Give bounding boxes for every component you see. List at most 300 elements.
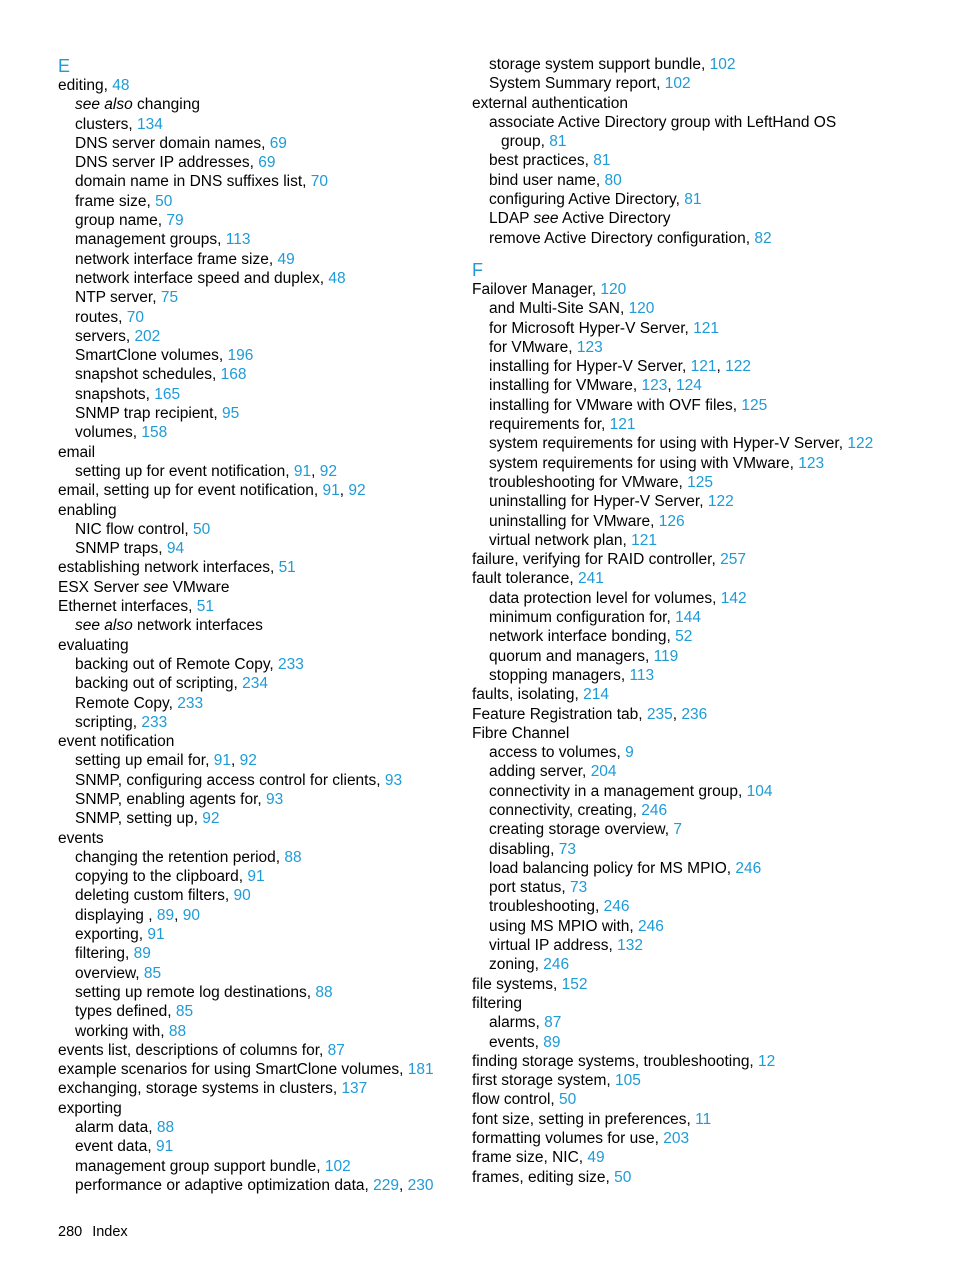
page-link[interactable]: 102 — [664, 75, 691, 93]
index-entry — [58, 76, 458, 95]
index-subentry — [58, 192, 458, 211]
page-link[interactable]: 122 — [707, 493, 734, 511]
entry-text: working with, — [75, 1022, 169, 1040]
entry-text: disabling, — [489, 840, 559, 858]
page-link[interactable]: 104 — [746, 782, 773, 800]
entry-text: network interfaces — [132, 617, 263, 635]
entry-text: requirements for, — [489, 416, 610, 434]
page-link[interactable]: 241 — [577, 570, 604, 588]
page-link[interactable]: 48 — [328, 269, 346, 287]
page-link[interactable]: 92 — [202, 810, 220, 828]
page-link[interactable]: 233 — [278, 655, 304, 673]
page-link[interactable]: 91 — [293, 462, 312, 480]
page-link[interactable]: 142 — [720, 589, 747, 607]
page-link[interactable]: 69 — [269, 134, 287, 152]
entry-text: NTP server, — [75, 289, 161, 307]
entry-text: virtual network plan, — [489, 531, 632, 549]
entry-text: event data, — [75, 1138, 157, 1156]
page-link[interactable]: 102 — [324, 1157, 351, 1175]
entry-text: changing the retention period, — [75, 848, 285, 866]
page-link[interactable]: 73 — [569, 879, 588, 897]
page-link[interactable]: 81 — [549, 133, 567, 151]
page-link[interactable]: 125 — [741, 396, 768, 414]
page-link[interactable]: 70 — [310, 173, 329, 191]
index-subentry — [472, 151, 942, 170]
page-link[interactable]: 126 — [658, 512, 685, 530]
entry-text: scripting, — [75, 713, 142, 731]
page-link[interactable]: 234 — [242, 675, 269, 693]
entry-text: storage system support bundle, — [489, 56, 710, 73]
index-entry — [472, 1168, 942, 1187]
entry-text: frame size, — [75, 192, 156, 210]
page-link[interactable]: 88 — [284, 848, 302, 866]
index-subentry — [472, 936, 942, 955]
index-subentry — [58, 655, 458, 674]
page-link[interactable]: 236 — [681, 705, 708, 723]
entry-text: alarm data, — [75, 1119, 157, 1137]
index-entry — [58, 1099, 458, 1118]
index-subentry — [472, 319, 942, 338]
page-link[interactable]: 88 — [315, 983, 333, 1001]
page-link[interactable]: 246 — [735, 859, 762, 877]
entry-text: associate Active Directory group with LeftHand OS — [489, 113, 837, 131]
entry-text: changing — [132, 96, 200, 114]
index-subentry — [472, 55, 942, 74]
page-link[interactable]: 50 — [155, 192, 173, 210]
page-link[interactable]: 152 — [561, 975, 588, 993]
index-subentry — [58, 134, 458, 153]
entry-text: ESX Server — [58, 578, 144, 596]
entry-text: volumes, — [75, 424, 142, 442]
page-link[interactable]: 88 — [156, 1119, 175, 1137]
page-link[interactable]: 81 — [593, 152, 611, 170]
index-entry — [58, 597, 458, 616]
page-link[interactable]: 168 — [220, 366, 247, 384]
index-subentry — [58, 751, 458, 770]
index-subentry — [58, 867, 458, 886]
entry-text: , — [339, 482, 349, 500]
entry-text: Remote Copy, — [75, 694, 178, 712]
index-subentry — [58, 964, 458, 983]
index-subentry — [472, 589, 942, 608]
index-subentry — [58, 346, 458, 365]
index-subentry — [472, 113, 942, 132]
index-subentry — [58, 269, 458, 288]
index-subentry — [58, 172, 458, 191]
entry-text: load balancing policy for MS MPIO, — [489, 859, 736, 877]
cross-reference-label: see also — [75, 617, 133, 635]
index-subentry — [472, 473, 942, 492]
page-link[interactable]: 246 — [638, 917, 664, 935]
index-subentry — [472, 840, 942, 859]
page-link[interactable]: 81 — [684, 191, 702, 209]
entry-text: Failover Manager, — [472, 280, 601, 298]
entry-text: exporting — [58, 1099, 122, 1117]
entry-text: frames, editing size, — [472, 1168, 615, 1186]
page-link[interactable]: 82 — [754, 229, 772, 247]
entry-text: system requirements for using with VMware, — [489, 454, 799, 472]
index-subentry — [472, 74, 942, 93]
index-subentry — [472, 415, 942, 434]
page-link[interactable]: 50 — [614, 1168, 632, 1186]
page-link[interactable]: 233 — [177, 694, 204, 712]
page-link[interactable]: 257 — [720, 551, 746, 569]
index-column-right — [472, 55, 942, 1187]
entry-text: backing out of scripting, — [75, 675, 243, 693]
entry-text: alarms, — [489, 1014, 545, 1032]
index-subentry — [472, 338, 942, 357]
entry-text: VMware — [168, 578, 230, 596]
page-link[interactable]: 89 — [156, 906, 175, 924]
entry-text: virtual IP address, — [489, 937, 618, 955]
index-subentry — [58, 1176, 458, 1195]
page-link[interactable]: 88 — [168, 1022, 187, 1040]
index-subentry — [472, 1013, 942, 1032]
entry-text: SNMP trap recipient, — [75, 405, 223, 423]
page-link[interactable]: 89 — [543, 1033, 561, 1051]
index-entry — [58, 558, 458, 577]
index-entry — [58, 732, 458, 751]
page-link[interactable]: 48 — [112, 77, 130, 94]
index-entry — [472, 705, 942, 724]
index-subentry — [472, 1033, 942, 1052]
entry-text: remove Active Directory configuration, — [489, 229, 755, 247]
entry-text: System Summary report, — [489, 75, 665, 93]
index-subentry — [58, 848, 458, 867]
index-subentry — [58, 115, 458, 134]
entry-text: group name, — [75, 212, 167, 230]
page-link[interactable]: 246 — [641, 801, 668, 819]
page-link[interactable]: 125 — [687, 473, 714, 491]
entry-text: overview, — [75, 964, 144, 982]
page-link[interactable]: 9 — [625, 744, 634, 762]
page-link[interactable]: 102 — [709, 56, 736, 73]
page-link[interactable]: 75 — [160, 289, 179, 307]
entry-text: domain name in DNS suffixes list, — [75, 173, 311, 191]
entry-text: formatting volumes for use, — [472, 1130, 664, 1148]
entry-text: backing out of Remote Copy, — [75, 655, 279, 673]
entry-text: Active Directory — [558, 210, 671, 228]
entry-text: email, setting up for event notification, — [58, 482, 323, 500]
page-link[interactable]: 124 — [675, 377, 702, 395]
page-link[interactable]: 92 — [239, 752, 257, 770]
index-subentry — [472, 801, 942, 820]
page-link[interactable]: 93 — [384, 771, 403, 789]
page-link[interactable]: 119 — [653, 647, 679, 665]
entry-text: routes, — [75, 308, 127, 326]
page-link[interactable]: 229 — [373, 1176, 399, 1194]
index-subentry — [472, 878, 942, 897]
page-link[interactable]: 7 — [673, 821, 682, 839]
index-subentry — [472, 434, 942, 453]
entry-text: using MS MPIO with, — [489, 917, 639, 935]
page-link[interactable]: 79 — [166, 212, 184, 230]
page-link[interactable]: 49 — [277, 250, 295, 268]
entry-text: installing for VMware, — [489, 377, 642, 395]
entry-text: , — [716, 358, 726, 376]
page-link[interactable]: 203 — [663, 1130, 690, 1148]
index-entry — [58, 636, 458, 655]
index-subentry — [472, 743, 942, 762]
entry-text: Feature Registration tab, — [472, 705, 647, 723]
index-subentry — [58, 308, 458, 327]
entry-text: external authentication — [472, 94, 628, 112]
index-subentry — [472, 357, 942, 376]
entry-text: Fibre Channel — [472, 724, 570, 742]
entry-text: installing for Hyper-V Server, — [489, 358, 691, 376]
page-link[interactable]: 134 — [137, 115, 163, 133]
page-link[interactable]: 120 — [628, 300, 655, 318]
entry-text: types defined, — [75, 1003, 176, 1021]
index-entry — [472, 550, 942, 569]
entry-text: installing for VMware with OVF files, — [489, 396, 742, 414]
index-subentry — [58, 423, 458, 442]
page-link[interactable]: 91 — [247, 868, 265, 886]
page-link[interactable]: 230 — [407, 1176, 434, 1194]
entry-text: troubleshooting, — [489, 898, 604, 916]
index-subentry — [58, 462, 458, 481]
index-subentry — [58, 944, 458, 963]
page-link[interactable]: 181 — [407, 1061, 434, 1079]
page-link[interactable]: 69 — [258, 154, 276, 172]
entry-text: network interface frame size, — [75, 250, 278, 268]
page-link[interactable]: 123 — [641, 377, 668, 395]
page-link[interactable]: 214 — [583, 686, 610, 704]
cross-reference-label: see — [533, 210, 559, 228]
page-link[interactable]: 137 — [341, 1080, 368, 1098]
page-link[interactable]: 105 — [614, 1072, 641, 1090]
entry-text: exporting, — [75, 926, 148, 944]
entry-text: example scenarios for using SmartClone volumes, — [58, 1061, 408, 1079]
index-subentry — [58, 95, 458, 114]
index-letter-heading: F — [472, 259, 483, 280]
page-link[interactable]: 11 — [695, 1110, 712, 1128]
entry-text: system requirements for using with Hyper-V Server, — [489, 435, 848, 453]
entry-text: font size, setting in preferences, — [472, 1110, 696, 1128]
index-subentry — [472, 820, 942, 839]
entry-text: fault tolerance, — [472, 570, 578, 588]
entry-text: events — [58, 829, 104, 847]
page-link[interactable]: 70 — [126, 308, 144, 326]
entry-text: LDAP — [489, 210, 534, 228]
page-link[interactable]: 94 — [166, 540, 185, 558]
page-link[interactable]: 120 — [600, 280, 627, 298]
index-entry — [58, 443, 458, 462]
page-link[interactable]: 50 — [193, 520, 211, 538]
entry-text: adding server, — [489, 763, 591, 781]
index-letter-heading: E — [58, 56, 71, 76]
index-subentry — [472, 917, 942, 936]
page-link[interactable]: 85 — [143, 964, 162, 982]
index-subentry — [58, 694, 458, 713]
page-link[interactable]: 90 — [233, 887, 251, 905]
page-link[interactable]: 204 — [590, 763, 617, 781]
index-entry — [472, 1148, 942, 1167]
index-entry — [58, 481, 458, 500]
page-link[interactable]: 113 — [629, 666, 655, 684]
index-subentry — [58, 674, 458, 693]
index-entry — [58, 578, 458, 597]
entry-text: copying to the clipboard, — [75, 868, 248, 886]
entry-text: snapshots, — [75, 385, 155, 403]
entry-text: servers, — [75, 327, 135, 345]
index-subentry — [472, 531, 942, 550]
entry-text: frame size, NIC, — [472, 1149, 588, 1167]
entry-text: , — [672, 705, 682, 723]
index-subentry — [58, 230, 458, 249]
page-link[interactable]: 87 — [544, 1014, 562, 1032]
entry-text: event notification — [58, 733, 175, 751]
entry-text: network interface speed and duplex, — [75, 269, 329, 287]
page-link[interactable]: 92 — [348, 482, 366, 500]
entry-text: enabling — [58, 501, 117, 519]
page-link[interactable]: 91 — [322, 482, 340, 500]
page-link[interactable]: 52 — [675, 628, 693, 646]
entry-text: SNMP, setting up, — [75, 810, 203, 828]
index-entry — [58, 1060, 458, 1079]
entry-text: faults, isolating, — [472, 686, 584, 704]
index-subentry — [472, 859, 942, 878]
page-link[interactable]: 121 — [631, 531, 658, 549]
index-subentry — [58, 1157, 458, 1176]
index-entry — [58, 1079, 458, 1098]
entry-text: SNMP traps, — [75, 540, 167, 558]
page-link[interactable]: 80 — [604, 171, 622, 189]
page-link[interactable]: 12 — [758, 1052, 776, 1070]
index-subentry — [472, 512, 942, 531]
entry-text: DNS server domain names, — [75, 134, 270, 152]
index-subentry — [58, 925, 458, 944]
entry-text: evaluating — [58, 636, 129, 654]
entry-text: , — [311, 462, 320, 480]
index-subentry — [58, 520, 458, 539]
index-subentry — [58, 211, 458, 230]
index-subentry — [472, 955, 942, 974]
entry-text: setting up email for, — [75, 752, 214, 770]
page-link[interactable]: 93 — [266, 790, 284, 808]
entry-text: Ethernet interfaces, — [58, 598, 197, 616]
page-link[interactable]: 89 — [133, 945, 151, 963]
entry-text: creating storage overview, — [489, 821, 674, 839]
entry-text: uninstalling for Hyper-V Server, — [489, 493, 708, 511]
index-subentry — [58, 539, 458, 558]
page-link[interactable]: 246 — [543, 956, 570, 974]
entry-text: setting up remote log destinations, — [75, 983, 316, 1001]
entry-text: performance or adaptive optimization data, — [75, 1176, 374, 1194]
entry-text: configuring Active Directory, — [489, 191, 685, 209]
page-link[interactable]: 121 — [693, 319, 720, 337]
index-subentry — [472, 299, 942, 318]
entry-text: , — [230, 752, 240, 770]
index-column-left — [58, 56, 458, 1195]
entry-text: snapshot schedules, — [75, 366, 221, 384]
entry-text: events list, descriptions of columns for, — [58, 1041, 328, 1059]
page-link[interactable]: 49 — [587, 1149, 605, 1167]
page-link[interactable]: 246 — [603, 898, 630, 916]
page-link[interactable]: 123 — [798, 454, 825, 472]
index-subentry — [58, 365, 458, 384]
page-link[interactable]: 91 — [156, 1138, 174, 1156]
page-link[interactable]: 121 — [690, 358, 717, 376]
page-link[interactable]: 196 — [227, 347, 254, 365]
entry-text: quorum and managers, — [489, 647, 654, 665]
entry-text: for VMware, — [489, 338, 577, 356]
page-link[interactable]: 95 — [222, 405, 240, 423]
entry-text: zoning, — [489, 956, 544, 974]
page-link[interactable]: 122 — [725, 358, 751, 376]
cross-reference-label: see also — [75, 96, 133, 114]
index-subentry — [472, 782, 942, 801]
index-subentry — [58, 809, 458, 828]
index-subentry — [472, 762, 942, 781]
page-link[interactable]: 73 — [558, 840, 577, 858]
page-footer — [58, 1223, 128, 1241]
entry-text: , — [399, 1176, 408, 1194]
page-link[interactable]: 165 — [154, 385, 181, 403]
page-link[interactable]: 85 — [175, 1003, 194, 1021]
index-subentry — [58, 288, 458, 307]
index-entry — [58, 1041, 458, 1060]
index-subentry — [58, 1118, 458, 1137]
entry-text: bind user name, — [489, 171, 605, 189]
index-entry — [472, 1052, 942, 1071]
entry-text: failure, verifying for RAID controller, — [472, 551, 721, 569]
entry-text: management groups, — [75, 231, 226, 249]
index-subentry — [58, 790, 458, 809]
page-link[interactable]: 51 — [196, 598, 214, 616]
page-link[interactable]: 121 — [609, 416, 636, 434]
entry-text: filtering — [472, 994, 522, 1012]
page-link[interactable]: 87 — [327, 1041, 345, 1059]
page-link[interactable]: 91 — [147, 926, 165, 944]
index-subentry — [58, 886, 458, 905]
index-entry — [58, 501, 458, 520]
index-entry — [472, 1071, 942, 1090]
page-link[interactable]: 50 — [559, 1091, 577, 1109]
entry-text: file systems, — [472, 975, 562, 993]
page-link[interactable]: 123 — [576, 338, 603, 356]
entry-text: best practices, — [489, 152, 594, 170]
index-entry — [472, 94, 942, 113]
page-link[interactable]: 91 — [213, 752, 231, 770]
index-subentry — [472, 647, 942, 666]
index-subentry — [58, 404, 458, 423]
page-link[interactable]: 92 — [319, 462, 337, 480]
page-link[interactable]: 235 — [646, 705, 673, 723]
entry-text: SNMP, enabling agents for, — [75, 790, 267, 808]
index-subentry — [472, 396, 942, 415]
entry-text: flow control, — [472, 1091, 560, 1109]
entry-text: connectivity, creating, — [489, 801, 642, 819]
index-subentry — [58, 1022, 458, 1041]
page-link[interactable]: 233 — [141, 713, 168, 731]
index-subentry — [58, 713, 458, 732]
index-entry — [58, 829, 458, 848]
index-subentry — [58, 153, 458, 172]
page-link[interactable]: 158 — [141, 424, 168, 442]
page-link[interactable]: 122 — [847, 435, 874, 453]
page-link[interactable]: 51 — [278, 559, 296, 577]
entry-text: , — [667, 377, 676, 395]
index-subentry — [472, 627, 942, 646]
index-entry — [472, 975, 942, 994]
page-link[interactable]: 113 — [225, 231, 251, 249]
page-link[interactable]: 132 — [617, 937, 643, 955]
page-link[interactable]: 202 — [134, 327, 161, 345]
page-link[interactable]: 90 — [182, 906, 200, 924]
page-link[interactable]: 144 — [675, 609, 701, 627]
entry-text: troubleshooting for VMware, — [489, 473, 688, 491]
